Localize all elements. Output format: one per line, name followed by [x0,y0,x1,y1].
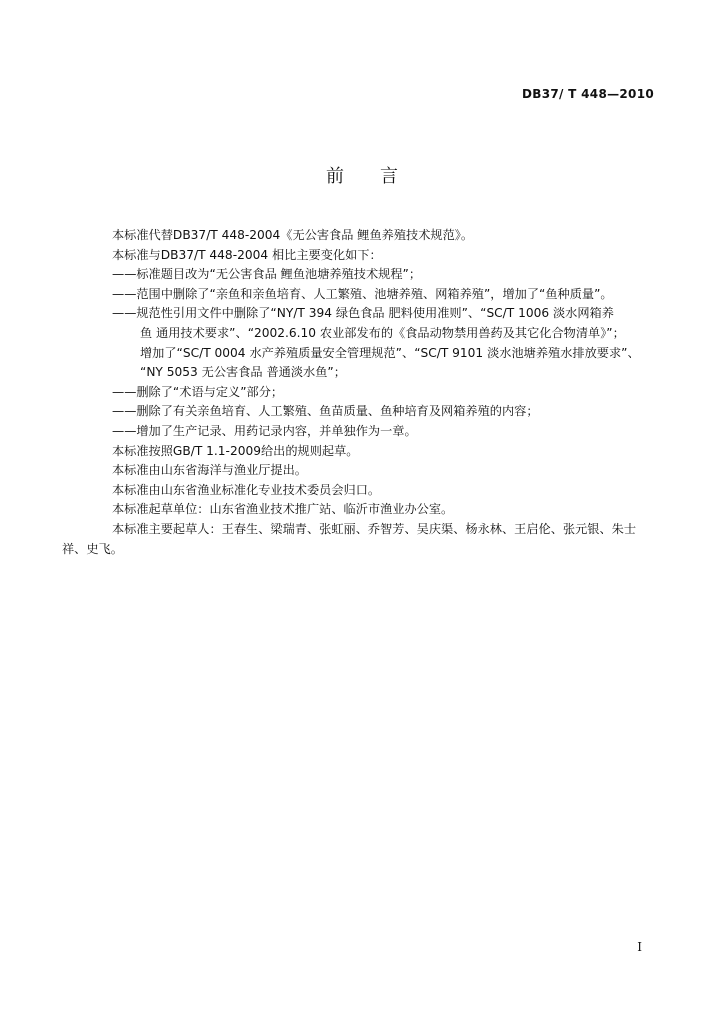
change-item-references: ——规范性引用文件中删除了“NY/T 394 绿色食品 肥料使用准则”、“SC/T 1006 淡水网箱养 [112,306,614,321]
paragraph-drafters: 本标准主要起草人：王春生、梁瑞青、张虹丽、乔智芳、吴庆渠、杨永林、王启伦、张元银、朱士 [112,521,637,536]
document-code: DB37/ T 448—2010 [522,87,654,101]
change-item-removed-content: ——删除了有关亲鱼培育、人工繁殖、鱼苗质量、鱼种培育及网箱养殖的内容； [112,404,539,419]
change-item-terms: ——删除了“术语与定义”部分； [112,384,284,399]
change-item-scope: ——范围中删除了“亲鱼和亲鱼培育、人工繁殖、池塘养殖、网箱养殖”，增加了“鱼种质量”。 [112,286,613,301]
foreword-body [62,226,656,559]
title-char-1: 前 [326,166,344,187]
change-item-records: ——增加了生产记录、用药记录内容，并单独作为一章。 [112,423,417,438]
change-item-references-cont-3: “NY 5053 无公害食品 普通淡水鱼”； [140,365,346,380]
change-item-references-cont-2: 增加了“SC/T 0004 水产养殖质量安全管理规范”、“SC/T 9101 淡水池塘养殖水排放要求”、 [140,345,640,360]
paragraph-changes-intro: 本标准与DB37/T 448-2004 相比主要变化如下： [112,247,382,262]
paragraph-drafters-cont: 祥、史飞。 [62,541,123,556]
paragraph-replaces: 本标准代替DB37/T 448-2004《无公害食品 鲤鱼养殖技术规范》。 [112,228,474,242]
page-title [0,162,724,188]
paragraph-proposer: 本标准由山东省海洋与渔业厅提出。 [112,463,307,478]
paragraph-drafting-units: 本标准起草单位：山东省渔业技术推广站、临沂市渔业办公室。 [112,502,454,517]
page-number: I [637,940,642,954]
change-item-references-cont-1: 鱼 通用技术要求”、“2002.6.10 农业部发布的《食品动物禁用兽药及其它化合物清单》”； [140,325,625,340]
paragraph-drafting-rules: 本标准按照GB/T 1.1-2009给出的规则起草。 [112,443,359,458]
title-char-2: 言 [380,166,398,187]
paragraph-centralized: 本标准由山东省渔业标准化专业技术委员会归口。 [112,482,381,497]
change-item-title: ——标准题目改为“无公害食品 鲤鱼池塘养殖技术规程”； [112,267,422,282]
